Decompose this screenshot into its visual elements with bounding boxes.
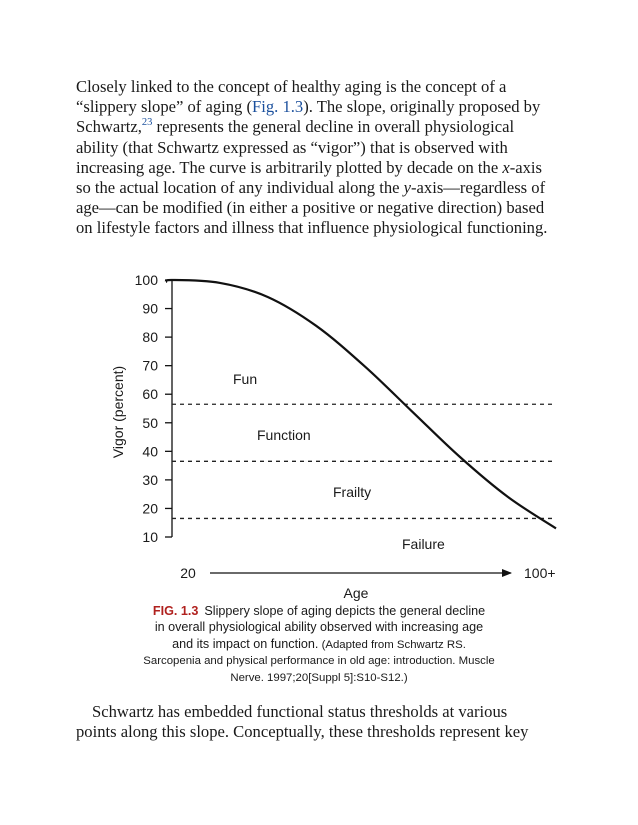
zone-label-function: Function — [257, 427, 311, 443]
y-tick-label: 100 — [134, 272, 158, 288]
y-tick-label: 10 — [142, 529, 158, 545]
text-line: age—can be modified (in either a positive or negative direction) based — [76, 198, 545, 218]
text-line: ability (that Schwartz expressed as “vigor”) that is observed with — [76, 137, 508, 157]
text-span: so the actual location of any individual along the — [76, 178, 404, 198]
y-tick-label: 70 — [142, 357, 158, 374]
y-tick-label: 40 — [142, 443, 158, 460]
text-span: Schwartz, — [76, 117, 142, 137]
y-tick-label: 90 — [142, 300, 158, 317]
caption-line: in overall physiological ability observed with increasing age — [154, 620, 484, 635]
text-span: -axis—regardless of — [411, 178, 546, 198]
threshold-lines — [172, 404, 556, 518]
figure-caption — [120, 603, 518, 686]
caption-citation: (Adapted from Schwartz RS. — [318, 638, 466, 651]
text-span: ). The slope, originally proposed by — [303, 97, 541, 117]
text-line: Closely linked to the concept of healthy aging is the concept of a — [76, 77, 507, 96]
text-span: “slippery slope” of aging ( — [76, 97, 253, 117]
caption-text: and its impact on function. — [172, 636, 319, 651]
reference-link[interactable]: 23 — [141, 116, 153, 128]
caption-line — [120, 636, 518, 653]
figure-label: FIG. 1.3 — [152, 604, 199, 618]
y-tick-label: 80 — [142, 329, 158, 346]
x-tick-label-end: 100+ — [524, 565, 556, 581]
text-span: represents the general decline in overall physiological — [152, 117, 515, 137]
text-span: increasing age. The curve is arbitrarily plotted by decade on the — [76, 157, 503, 177]
y-axis — [135, 272, 172, 545]
caption-line: Sarcopenia and physical performance in old age: introduction. Muscle — [143, 655, 495, 668]
italic-y: y — [403, 178, 412, 198]
text-line: Schwartz has embedded functional status thresholds at various — [92, 702, 508, 721]
zone-label-failure: Failure — [402, 536, 445, 552]
following-paragraph — [76, 702, 566, 742]
y-axis-label: Vigor (percent) — [110, 365, 126, 459]
y-tick-label: 50 — [142, 414, 158, 431]
zone-label-frailty: Frailty — [333, 484, 372, 500]
text-line: on lifestyle factors and illness that influence physiological functioning. — [76, 218, 548, 238]
text-line: points along this slope. Conceptually, these thresholds represent key — [76, 722, 529, 742]
y-tick-label: 60 — [142, 386, 158, 403]
caption-text: Slippery slope of aging depicts the general decline — [204, 604, 486, 618]
y-tick-label: 20 — [142, 500, 158, 517]
caption-line: Nerve. 1997;20[Suppl 5]:S10-S12.) — [230, 671, 408, 684]
zone-label-fun: Fun — [233, 371, 258, 387]
y-tick-label: 30 — [142, 471, 158, 488]
figure-link[interactable]: Fig. 1.3 — [252, 97, 304, 117]
x-axis-label: Age — [343, 585, 369, 601]
text-span: -axis — [509, 157, 542, 177]
italic-x: x — [502, 157, 510, 177]
caption-line — [120, 603, 518, 619]
x-tick-label-start: 20 — [180, 565, 196, 581]
